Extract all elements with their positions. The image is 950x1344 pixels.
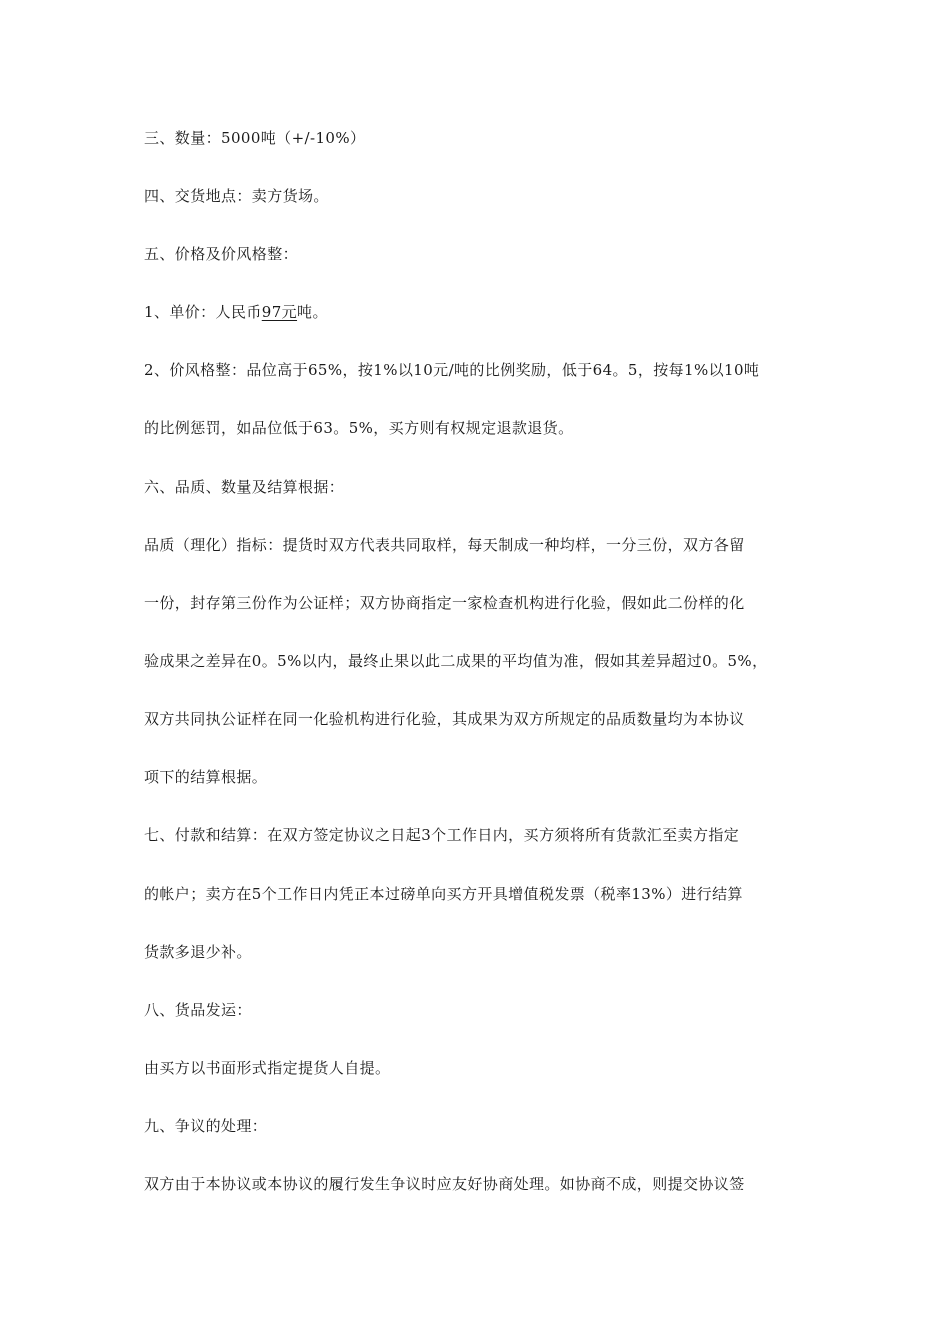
clause-9-body: 双方由于本协议或本协议的履行发生争议时应友好协商处理。如协商不成，则提交协议签 <box>144 1175 745 1193</box>
clause-6-paragraph-line: 项下的结算根据。 <box>144 768 268 786</box>
clause-6-paragraph-line: 品质（理化）指标：提货时双方代表共同取样，每天制成一种均样，一分三份，双方各留 <box>144 536 745 554</box>
clause-6-paragraph-line: 验成果之差异在0。5%以内，最终止果以此二成果的平均值为准，假如其差异超过0。5%， <box>144 652 768 670</box>
clause-8-heading: 八、货品发运： <box>144 1001 252 1019</box>
unit-price-prefix: 1、单价：人民币 <box>144 303 262 321</box>
clause-9-heading: 九、争议的处理： <box>144 1117 268 1135</box>
clause-5-1-unit-price <box>144 302 328 322</box>
clause-6-paragraph-line: 双方共同执公证样在同一化验机构进行化验，其成果为双方所规定的品质数量均为本协议 <box>144 710 745 728</box>
clause-3-quantity: 三、数量：5000吨（+/-10%） <box>144 129 366 147</box>
clause-7-payment-line: 货款多退少补。 <box>144 943 252 961</box>
clause-7-payment-line: 七、付款和结算：在双方签定协议之日起3个工作日内，买方须将所有货款汇至卖方指定 <box>144 826 740 844</box>
clause-6-heading: 六、品质、数量及结算根据： <box>144 478 345 496</box>
clause-6-paragraph-line: 一份，封存第三份作为公证样；双方协商指定一家检查机构进行化验，假如此二份样的化 <box>144 594 745 612</box>
clause-4-delivery-location: 四、交货地点：卖方货场。 <box>144 187 329 205</box>
clause-7-payment-line: 的帐户；卖方在5个工作日内凭正本过磅单向买方开具增值税发票（税率13%）进行结算 <box>144 885 743 903</box>
clause-8-body: 由买方以书面形式指定提货人自提。 <box>144 1059 391 1077</box>
clause-5-2-price-adjustment: 2、价风格整：品位高于65%，按1%以10元/吨的比例奖励，低于64。5，按每1%以10吨 <box>144 361 760 379</box>
unit-price-suffix: 吨。 <box>297 303 328 321</box>
clause-5-heading: 五、价格及价风格整： <box>144 245 299 263</box>
clause-5-2-continued: 的比例惩罚，如品位低于63。5%，买方则有权规定退款退货。 <box>144 419 574 437</box>
unit-price-amount: 97元 <box>261 303 298 321</box>
